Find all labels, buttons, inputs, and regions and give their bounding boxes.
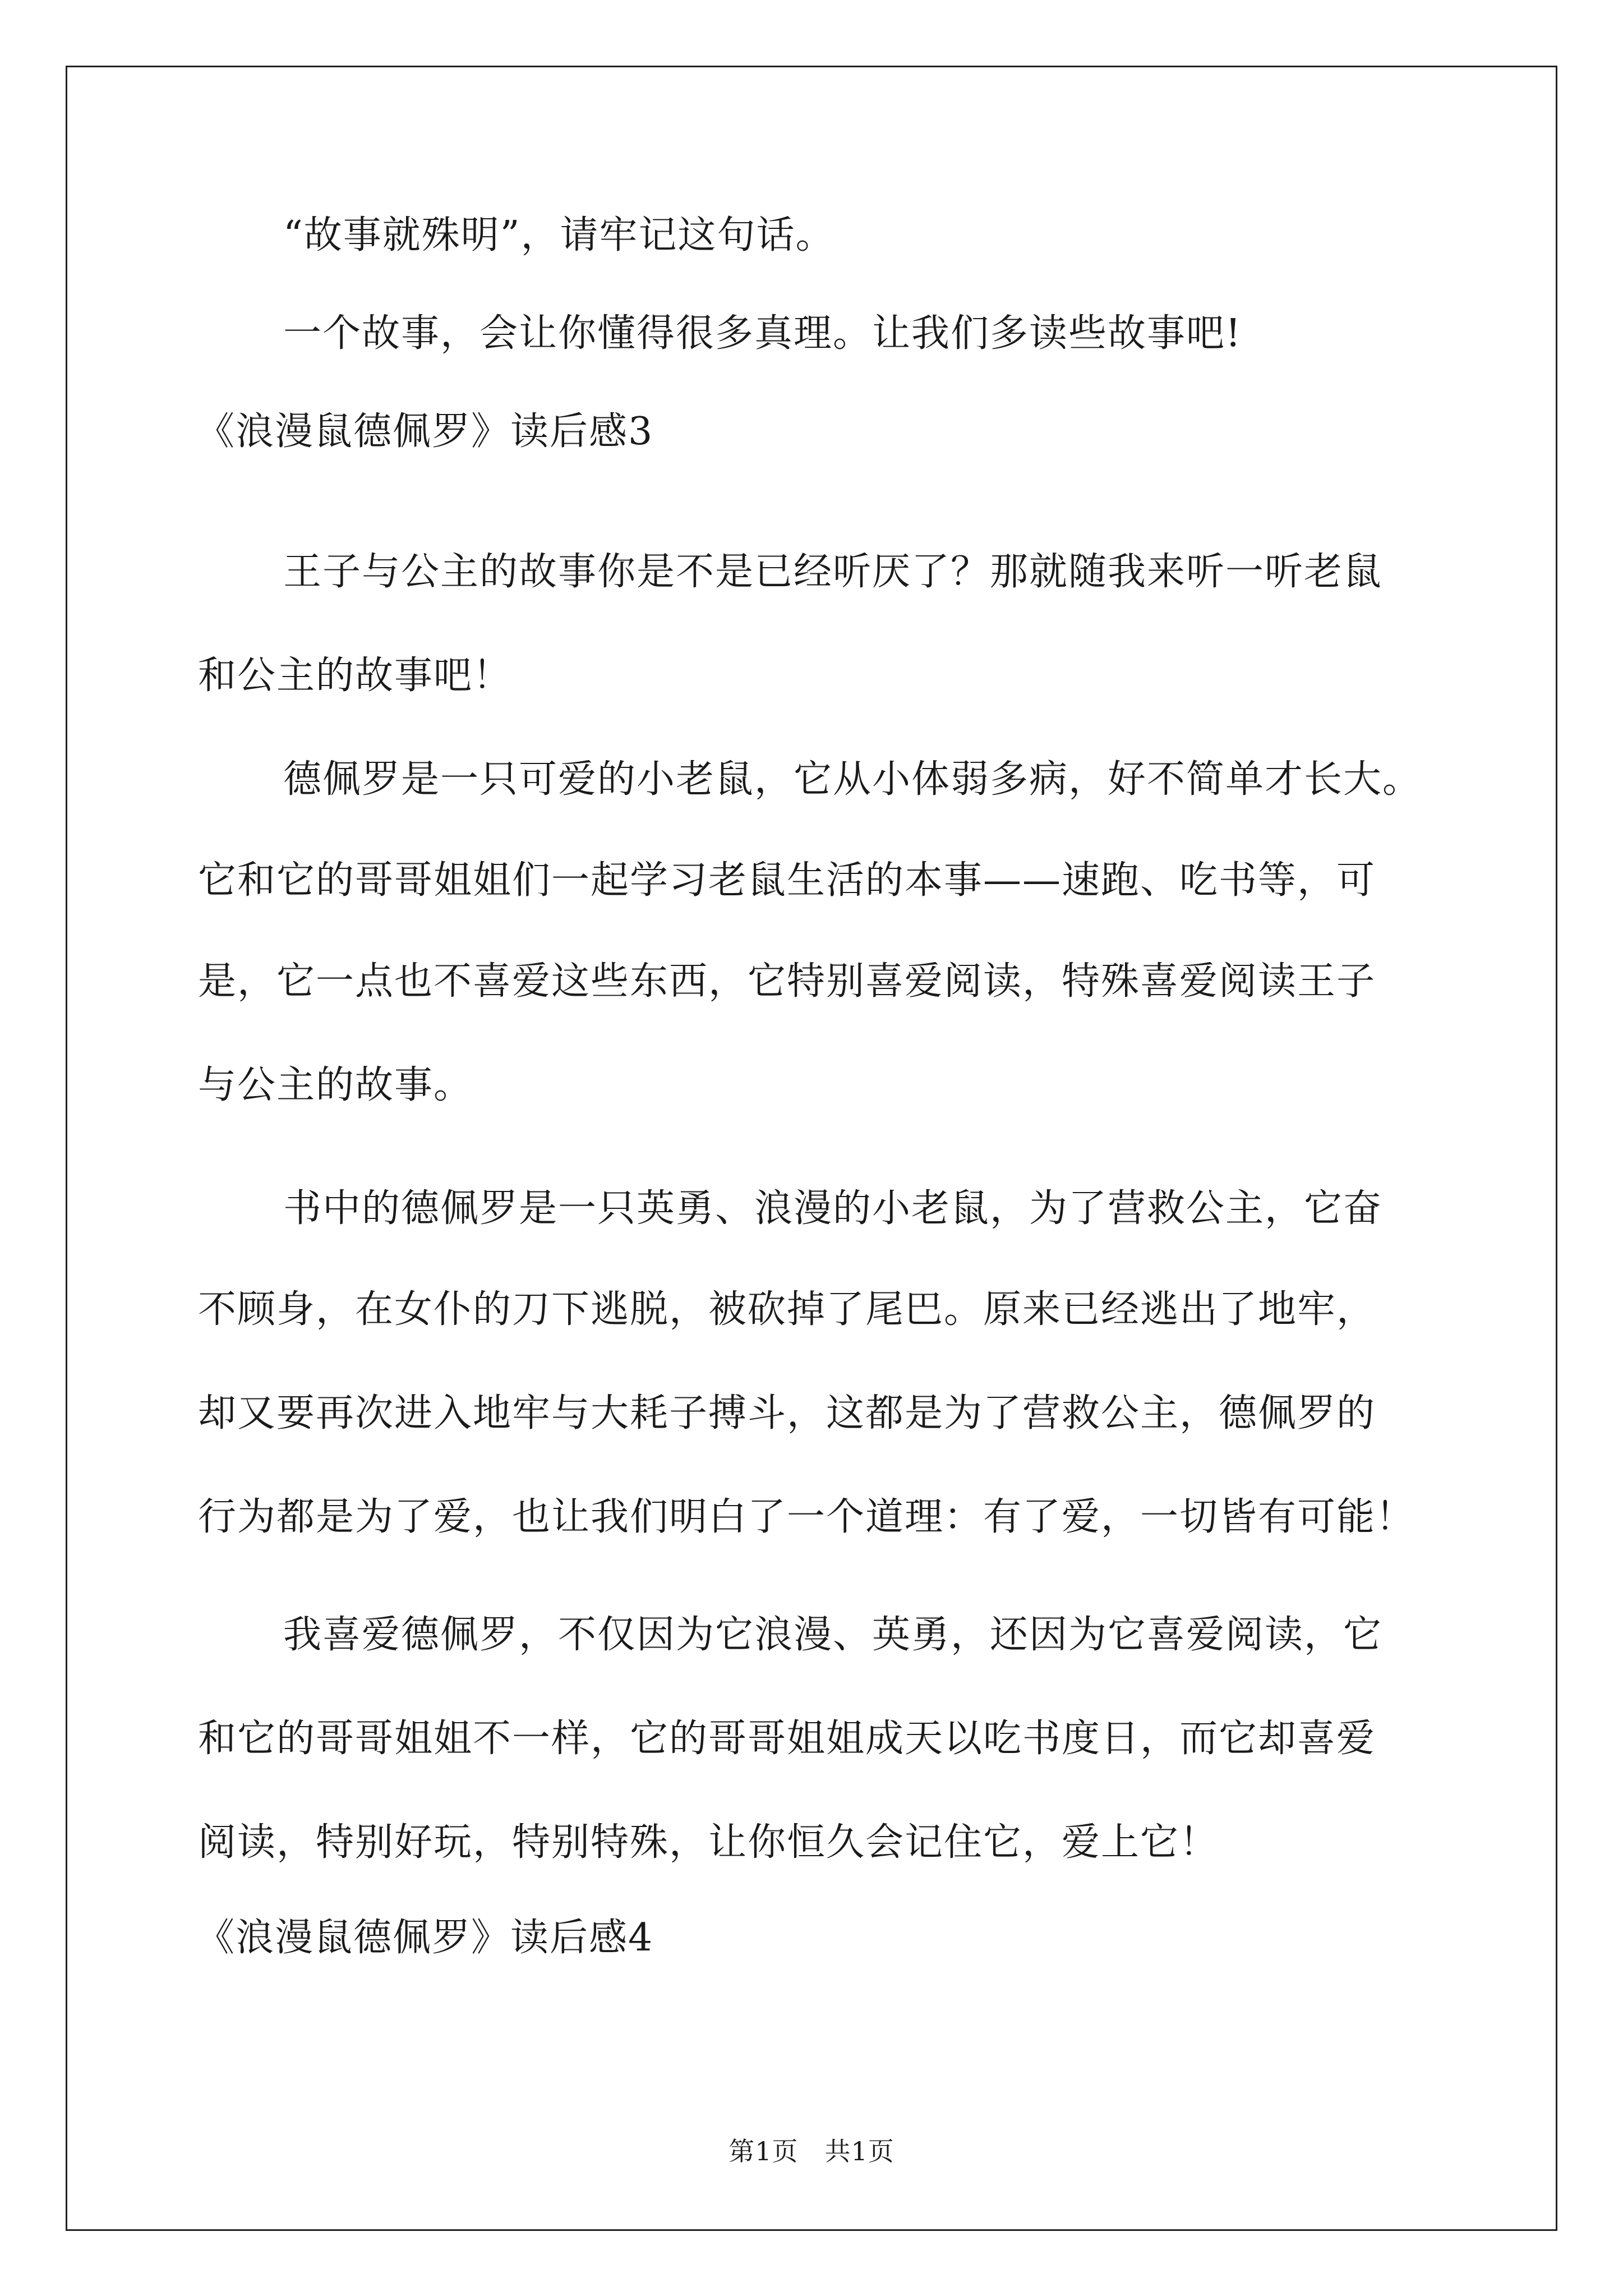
page-number-footer: 第1页 共1页 bbox=[728, 2136, 895, 2166]
paragraph-line: 一个故事，会让你懂得很多真理。让我们多读些故事吧! bbox=[283, 311, 1242, 356]
paragraph-line: “故事就殊明”，请牢记这句话。 bbox=[283, 213, 835, 257]
paragraph-line: 和公主的故事吧！ bbox=[198, 654, 513, 698]
paragraph-line: 不顾身，在女仆的刀下逃脱，被砍掉了尾巴。原来已经逃出了地牢， bbox=[198, 1287, 1376, 1332]
paragraph-line: 我喜爱德佩罗，不仅因为它浪漫、英勇，还因为它喜爱阅读，它 bbox=[283, 1613, 1383, 1657]
paragraph-line: 它和它的哥哥姐姐们一起学习老鼠生活的本事——速跑、吃书等，可 bbox=[198, 858, 1376, 903]
section-heading: 《浪漫鼠德佩罗》读后感3 bbox=[196, 409, 654, 454]
paragraph-line: 行为都是为了爱，也让我们明白了一个道理：有了爱，一切皆有可能！ bbox=[198, 1495, 1415, 1539]
paragraph-line: 阅读，特别好玩，特别特殊，让你恒久会记住它，爱上它！ bbox=[198, 1820, 1219, 1865]
paragraph-line: 却又要再次进入地牢与大耗子搏斗，这都是为了营救公主，德佩罗的 bbox=[198, 1391, 1376, 1435]
paragraph-line: 和它的哥哥姐姐不一样，它的哥哥姐姐成天以吃书度日，而它却喜爱 bbox=[198, 1717, 1376, 1761]
paragraph-line: 德佩罗是一只可爱的小老鼠，它从小体弱多病，好不简单才长大。 bbox=[283, 757, 1422, 802]
paragraph-line: 是，它一点也不喜爱这些东西，它特别喜爱阅读，特殊喜爱阅读王子 bbox=[198, 959, 1376, 1004]
section-heading: 《浪漫鼠德佩罗》读后感4 bbox=[196, 1916, 654, 1960]
paragraph-line: 王子与公主的故事你是不是已经听厌了？那就随我来听一听老鼠 bbox=[283, 550, 1383, 594]
paragraph-line: 书中的德佩罗是一只英勇、浪漫的小老鼠，为了营救公主，它奋 bbox=[283, 1186, 1383, 1231]
paragraph-line: 与公主的故事。 bbox=[198, 1063, 473, 1107]
page-border bbox=[66, 66, 1557, 2231]
